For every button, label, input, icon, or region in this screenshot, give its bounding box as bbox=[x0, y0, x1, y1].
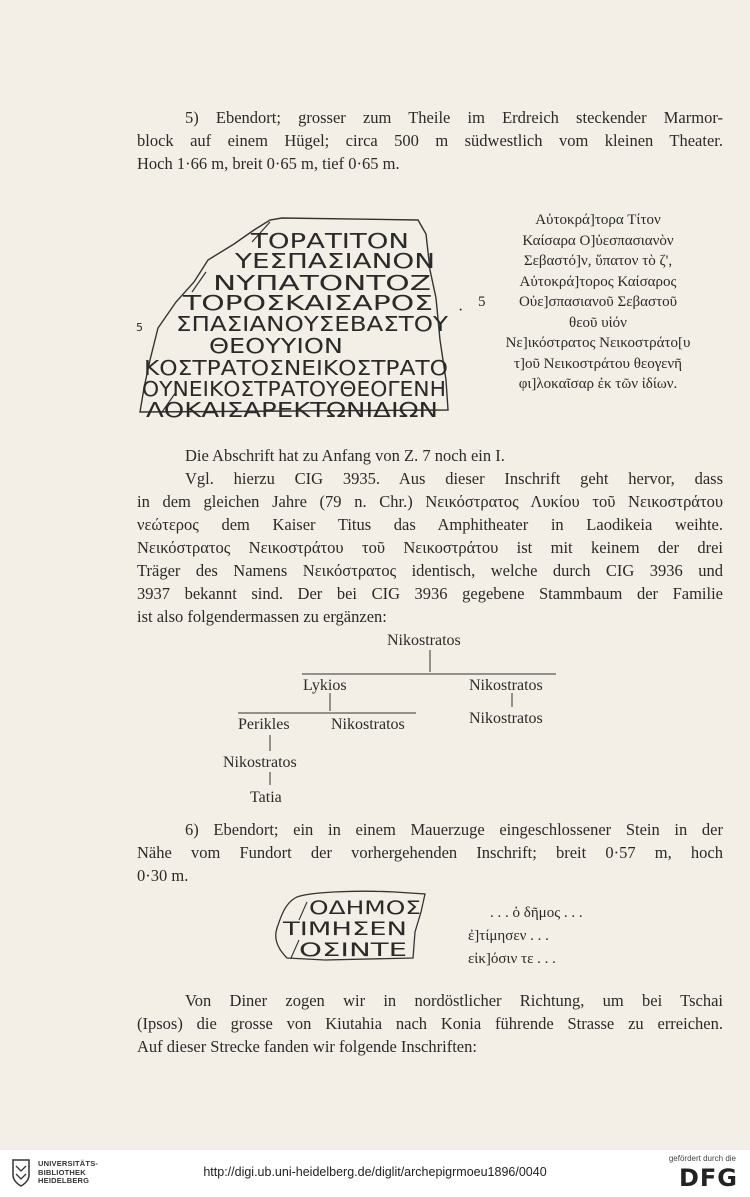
inscription-line: ΤΟΡΑΤΙΤΟΝ bbox=[249, 229, 409, 253]
sponsor-note: gefördert durch die bbox=[668, 1154, 736, 1163]
library-name-line: HEIDELBERG bbox=[38, 1176, 90, 1185]
inscription-line: ΤΙΜΗΣΕΝ bbox=[281, 918, 407, 940]
text-line: 0·30 m. bbox=[137, 866, 189, 885]
transcription-line: Νε]ικόστρατος Νεικοστράτο[υ bbox=[505, 335, 691, 351]
transcription-line: . . . ὁ δῆμος . . . bbox=[490, 905, 583, 921]
text-line: Nähe vom Fundort der vorhergehenden Inschrift; breit 0·57 m, hoch bbox=[137, 843, 723, 862]
tree-node-nikostratos-root: Nikostratos bbox=[387, 632, 461, 649]
text-line: Die Abschrift hat zu Anfang von Z. 7 noch ein I. bbox=[185, 446, 505, 465]
transcription-line: ἐ]τίμησεν . . . bbox=[468, 928, 549, 944]
text-line: in dem gleichen Jahre (79 n. Chr.) Νεικόστρατος Λυκίου τοῦ Νεικοστράτου bbox=[137, 492, 723, 511]
inscription-1-transcription bbox=[478, 210, 718, 395]
inscription-line: ΣΠΑΣΙΑΝΟΥΣΕΒΑΣΤΟΥ bbox=[176, 312, 449, 336]
inscription-line: ΛΟΚΑΙΣΑΡΕΚΤΩΝΙΔΙΩΝ bbox=[146, 398, 438, 422]
text-line: (Ipsos) die grosse von Kiutahia nach Konia führende Strasse zu erreichen. bbox=[137, 1014, 723, 1033]
text-line: Νεικόστρατος Νεικοστράτου τοῦ Νεικοστράτου ist mit keinem der drei bbox=[137, 538, 723, 557]
text-line: Hoch 1·66 m, breit 0·65 m, tief 0·65 m. bbox=[137, 154, 400, 173]
text-line: 6) Ebendort; ein in einem Mauerzuge eingeschlossener Stein in der bbox=[185, 820, 723, 839]
inscription-line: ΘΕΟΥΥΙΟΝ bbox=[209, 334, 343, 358]
inscription-line: ΝΥΠΑΤΟΝΤΟΖ bbox=[213, 271, 431, 295]
transcription-line: Σεβαστό]ν, ὕπατον τὸ ζ', bbox=[523, 253, 673, 269]
text-line: Von Diner zogen wir in nordöstlicher Richtung, um bei Tschai bbox=[185, 991, 723, 1010]
commentary-paragraph bbox=[137, 444, 723, 628]
library-name-line: UNIVERSITÄTS- bbox=[38, 1159, 99, 1168]
text-line: Vgl. hierzu CIG 3935. Aus dieser Inschrift geht hervor, dass bbox=[185, 469, 723, 488]
line-number: 5 bbox=[478, 294, 486, 310]
inscription-line: ΟΔΗΜΟΣ bbox=[309, 897, 421, 919]
text-line: ist also folgendermassen zu ergänzen: bbox=[137, 607, 387, 626]
transcription-line: εἰκ]όσιν τε . . . bbox=[468, 951, 556, 967]
text-line: Auf dieser Strecke fanden wir folgende Inschriften: bbox=[137, 1037, 477, 1056]
section-5-paragraph bbox=[137, 106, 723, 175]
transcription-line: φι]λοκαῖσαρ ἐκ τῶν ἰδίων. bbox=[518, 376, 678, 392]
dfg-logo: DFG bbox=[678, 1164, 738, 1192]
text-line: νεώτερος dem Kaiser Titus das Amphitheater in Laodikeia weihte. bbox=[137, 515, 723, 534]
tree-node-lykios: Lykios bbox=[303, 677, 347, 694]
inscription-line: ΤΟΡΟΣΚΑΙΣΑΡΟΣ bbox=[181, 291, 433, 315]
tree-node-nikostratos-right: Nikostratos bbox=[469, 677, 543, 694]
inscription-1-drawing bbox=[130, 210, 475, 435]
inscription-2-transcription bbox=[468, 902, 583, 971]
transcription-line: Καίσαρα Ο]ὐεσπασιανὸν bbox=[522, 232, 674, 249]
transcription-line: Αὐτοκρά]τορα Τίτον bbox=[535, 212, 661, 228]
transcription-line: Οὐε]σπασιανοῦ Σεβαστοῦ bbox=[518, 294, 678, 310]
tree-node-tatia: Tatia bbox=[250, 789, 282, 806]
transcription-line-5 bbox=[478, 292, 718, 313]
library-name-line: BIBLIOTHEK bbox=[38, 1167, 86, 1177]
inscription-2-svg bbox=[265, 888, 440, 968]
tree-node-nikostratos-right-child: Nikostratos bbox=[469, 710, 543, 727]
inscription-2-drawing bbox=[265, 888, 440, 968]
inscription-line: ΥΕΣΠΑΣΙΑΝΟΝ bbox=[233, 249, 435, 273]
tree-node-nikostratos-left: Nikostratos bbox=[223, 754, 297, 771]
footer-bar bbox=[0, 1150, 750, 1197]
transcription-line: θεοῦ υἱόν bbox=[569, 314, 627, 331]
transcription-line: τ]οῦ Νεικοστράτου θεογενῆ bbox=[513, 355, 683, 372]
closing-paragraph bbox=[137, 989, 723, 1058]
inscription-line: ΚΟΣΤΡΑΤΟΣΝΕΙΚΟΣΤΡΑΤΟ bbox=[144, 356, 448, 380]
source-url[interactable]: http://digi.ub.uni-heidelberg.de/diglit/archepigrmoeu1896/0040 bbox=[203, 1165, 547, 1179]
text-line: 3937 bekannt sind. Der bei CIG 3936 gegebene Stammbaum der Familie bbox=[137, 584, 723, 603]
line-number: 5 bbox=[136, 321, 143, 334]
tree-node-nikostratos-mid: Nikostratos bbox=[331, 716, 405, 733]
text-line: block auf einem Hügel; circa 500 m südwestlich vom kleinen Theater. bbox=[137, 131, 723, 150]
tree-node-perikles: Perikles bbox=[238, 716, 290, 733]
inscription-1-svg bbox=[130, 210, 475, 435]
inscription-line: ΟΥΝΕΙΚΟΣΤΡΑΤΟΥΘΕΟΓΕΝΗ bbox=[142, 377, 446, 401]
transcription-line: Αὐτοκρά]τορος Καίσαρος bbox=[519, 273, 677, 290]
transcription-dot: · bbox=[458, 302, 464, 319]
text-line: Träger des Namens Νεικόστρατος identisch, welche durch CIG 3936 und bbox=[137, 561, 723, 580]
text-line: 5) Ebendort; grosser zum Theile im Erdreich steckender Marmor- bbox=[185, 108, 723, 127]
inscription-line: ΟΣΙΝΤΕ bbox=[299, 939, 407, 961]
section-6-paragraph bbox=[137, 818, 723, 887]
